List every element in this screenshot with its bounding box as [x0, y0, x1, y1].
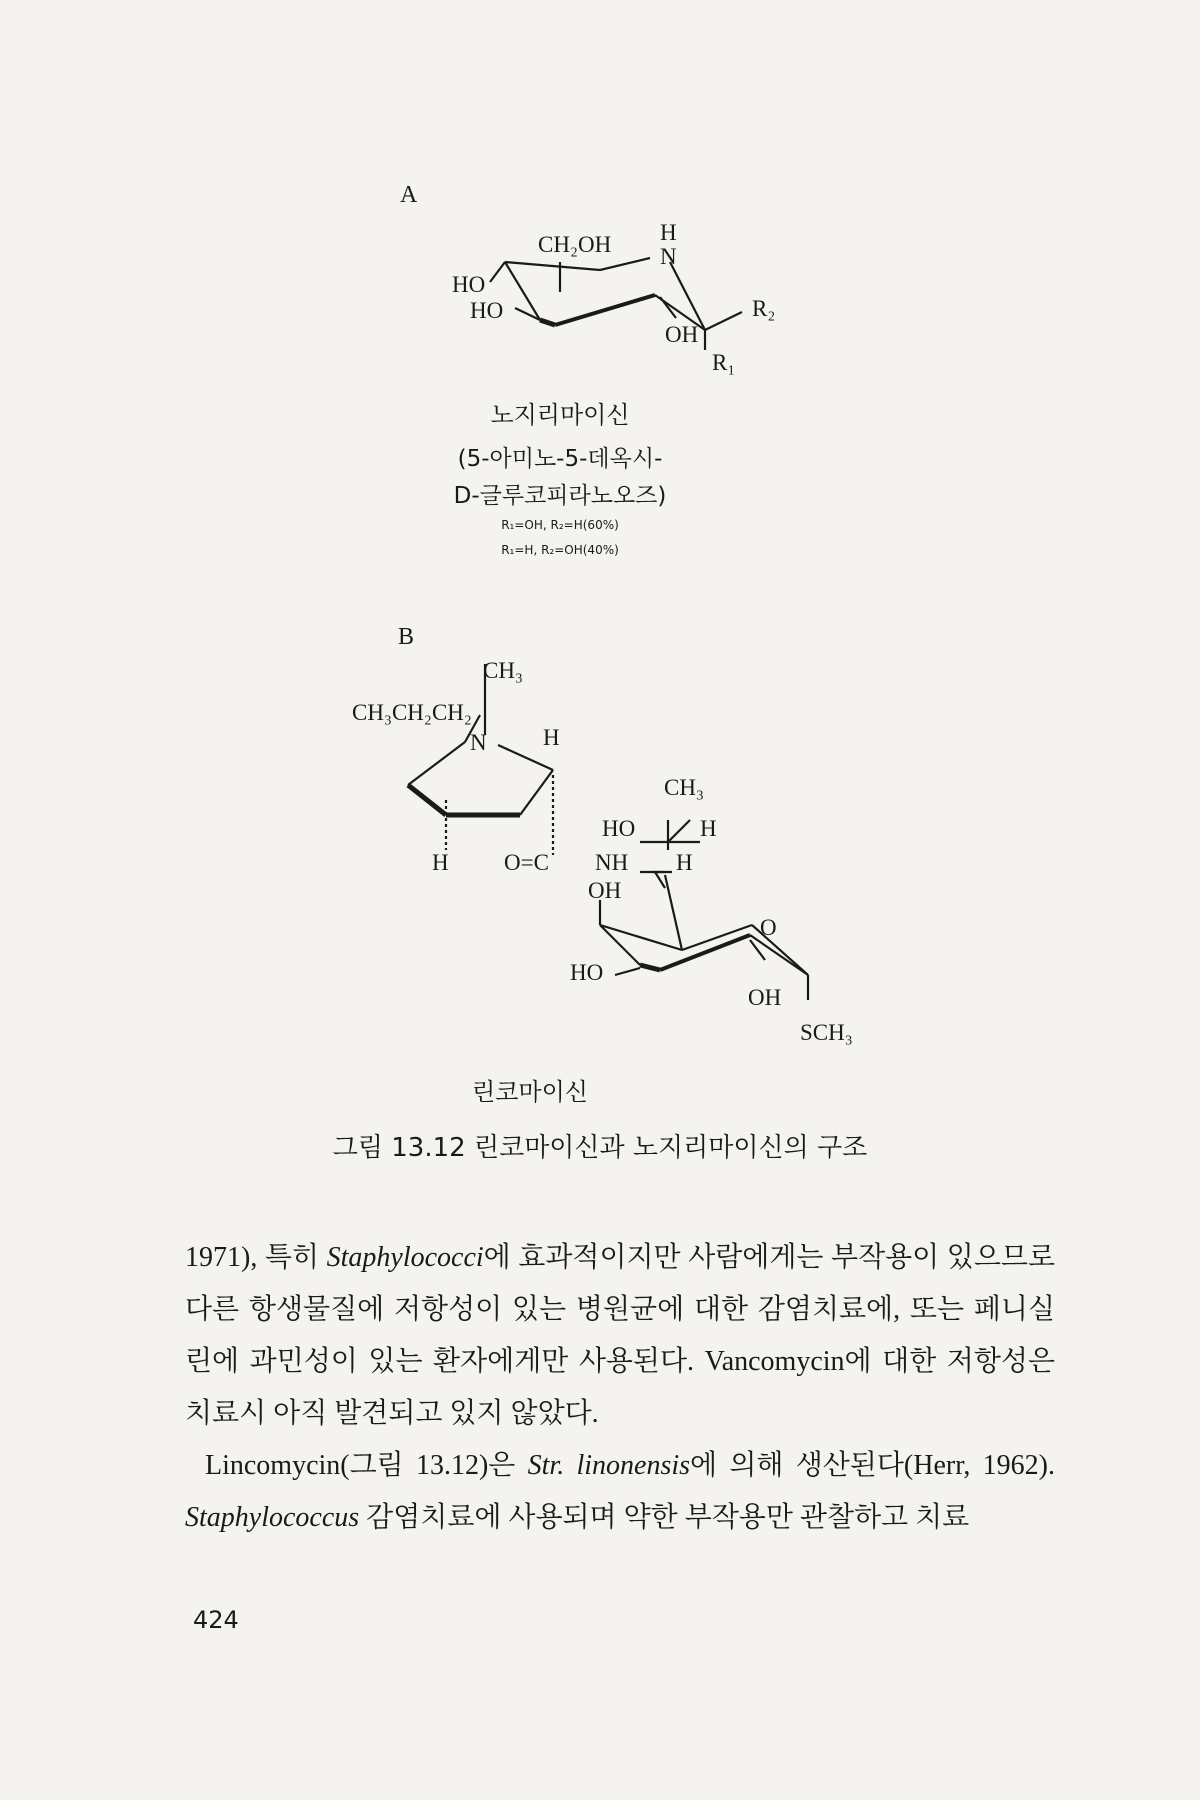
lincomycin-structure	[0, 660, 1200, 1090]
panel-a-letter: A	[400, 182, 418, 208]
atom-o-ring: O	[760, 915, 777, 940]
panel-a-desc-line1: (5-아미노-5-데옥시-	[457, 446, 663, 472]
paragraph-1: 1971), 특히 Staphylococci에 효과적이지만 사람에게는 부작용이 있으므로 다른 항생물질에 저항성이 있는 병원균에 대한 감염치료에, 또는 페니실린에 과민성이 있는 환자에게만 사용된다. Vancomycin에 대한 저항성은 치료시 아직 발견되고 있지 않았다.	[185, 1242, 1055, 1429]
atom-ho-2: HO	[470, 298, 504, 323]
italic-term: Staphylococcus	[185, 1502, 360, 1533]
atom-oh-2: OH	[748, 985, 782, 1010]
atom-ch3-top: CH₃	[483, 660, 523, 683]
atom-propyl: CH₃CH₂CH₂	[352, 700, 472, 725]
atom-h-side-1: H	[700, 816, 717, 841]
atom-ho-1: HO	[452, 272, 486, 297]
atom-ho-ring: HO	[570, 960, 604, 985]
atom-h-side-2: H	[676, 850, 693, 875]
panel-a-desc-line2: D-글루코피라노오즈)	[453, 483, 667, 509]
atom-h-left: H	[432, 850, 449, 875]
atom-amide: O=C	[504, 850, 549, 875]
atom-h-right: H	[543, 725, 560, 750]
panel-a-ratio-line2: R₁=H, R₂=OH(40%)	[501, 543, 619, 557]
panel-a-name: 노지리마이신	[490, 401, 630, 429]
italic-term: Staphylococci	[326, 1242, 484, 1273]
atom-r2: R₂	[752, 296, 776, 321]
atom-h-top: H	[660, 220, 677, 245]
atom-ch2oh: CH₂OH	[538, 232, 612, 257]
atom-r1: R₁	[712, 350, 736, 375]
panel-b-letter: B	[398, 624, 415, 650]
figure-caption: 그림 13.12 린코마이신과 노지리마이신의 구조	[332, 1133, 868, 1163]
atom-n: N	[660, 244, 677, 269]
atom-nh: NH	[595, 850, 629, 875]
panel-a-ratio-line1: R₁=OH, R₂=H(60%)	[501, 518, 619, 532]
atom-ch3-mid: CH₃	[664, 775, 704, 800]
atom-sch3: SCH₃	[800, 1020, 853, 1045]
italic-term: Str. linonensis	[527, 1450, 691, 1481]
atom-oh: OH	[665, 322, 699, 347]
page-number: 424	[193, 1606, 239, 1634]
atom-ho-side: HO	[602, 816, 636, 841]
paragraph-2: Lincomycin(그림 13.12)은 Str. linonensis에 의해 생산된다(Herr, 1962). Staphylococcus 감염치료에 사용되며 약한 부작용만 관찰하고 치료	[185, 1450, 1055, 1533]
panel-b-name: 린코마이신	[472, 1078, 588, 1106]
body-text	[185, 1232, 1055, 1544]
atom-oh-1: OH	[588, 878, 622, 903]
atom-n-ring: N	[470, 730, 487, 755]
